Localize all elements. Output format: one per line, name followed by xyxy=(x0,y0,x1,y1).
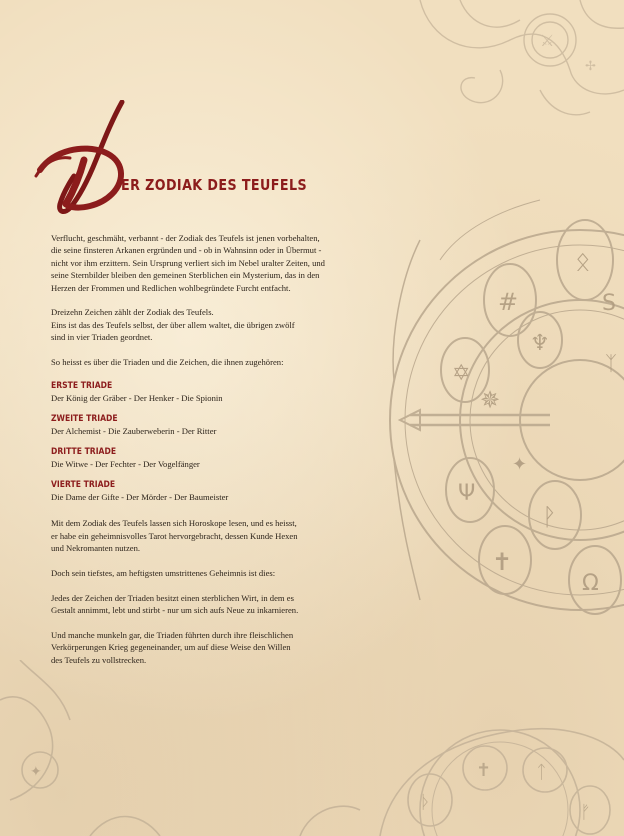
war-paragraph: Und manche munkeln gar, die Triaden führten durch ihre fleischlichen Verkörperungen Krieg gegeneinander, um auf diese Weise den Willen des Teufels zu vollstrecken. xyxy=(51,630,294,665)
svg-text:S: S xyxy=(602,291,616,316)
svg-text:ᚹ: ᚹ xyxy=(542,503,557,531)
svg-text:#: # xyxy=(498,288,519,316)
svg-text:Ω: Ω xyxy=(582,571,599,596)
svg-text:✢: ✢ xyxy=(585,59,596,74)
page-title: ER ZODIAK DES TEUFELS xyxy=(121,176,308,194)
top-flourish-ornament xyxy=(400,0,624,130)
triad-title: DRITTE TRIADE xyxy=(51,447,117,458)
secret-paragraph: Doch sein tiefstes, am heftigsten umstrittenes Geheimnis ist dies: xyxy=(51,568,276,579)
tarot-paragraph: Mit dem Zodiak des Teufels lassen sich Horoskope lesen, und es heisst, er habe ein geheimnisvolles Tarot hervorgebracht, dessen Kunde Hexen und Nekromanten nutzen. xyxy=(51,518,298,554)
lead-paragraph: So heisst es über die Triaden und die Zeichen, die ihnen zugehören: xyxy=(51,357,284,368)
svg-text:ᚠ: ᚠ xyxy=(580,802,591,823)
body-text xyxy=(51,232,411,679)
svg-text:✡: ✡ xyxy=(452,361,471,386)
triad-members: Der König der Gräber - Der Henker - Die Spionin xyxy=(51,393,223,404)
svg-text:⚔: ⚔ xyxy=(540,31,555,50)
svg-text:ᛏ: ᛏ xyxy=(536,762,547,783)
page-heading xyxy=(34,100,364,220)
corner-flourish-ornament xyxy=(0,660,624,836)
triad-members: Der Alchemist - Die Zauberweberin - Der Ritter xyxy=(51,426,217,437)
triad-members: Die Dame der Gifte - Der Mörder - Der Baumeister xyxy=(51,492,229,503)
svg-text:ᚦ: ᚦ xyxy=(420,792,431,813)
host-paragraph: Jedes der Zeichen der Triaden besitzt einen sterblichen Wirt, in dem es Gestalt annimmt, lebt und stirbt - nur um sich aufs Neue zu inkarnieren. xyxy=(51,592,299,616)
dropcap-letter-d xyxy=(34,100,134,215)
svg-text:✦: ✦ xyxy=(512,454,528,475)
triad-section xyxy=(51,480,411,503)
triad-section xyxy=(51,447,411,470)
signs-paragraph: Dreizehn Zeichen zählt der Zodiak des Teufels. Eins ist das des Teufels selbst, der über allem waltet, die übrigen zwölf sind in vier Triaden geordnet. xyxy=(51,307,295,343)
svg-text:✵: ✵ xyxy=(480,386,501,414)
triad-section xyxy=(51,381,411,404)
svg-text:✝: ✝ xyxy=(492,548,513,576)
triad-title: ERSTE TRIADE xyxy=(51,381,113,392)
triad-section xyxy=(51,414,411,437)
svg-text:♆: ♆ xyxy=(530,331,550,356)
svg-text:ᛟ: ᛟ xyxy=(575,247,591,277)
svg-text:✦: ✦ xyxy=(30,764,42,780)
triad-members: Die Witwe - Der Fechter - Der Vogelfänger xyxy=(51,459,200,470)
intro-paragraph: Verflucht, geschmäht, verbannt - der Zodiak des Teufels ist jenen vorbehalten, die seine finsteren Arkanen ergründen und - ob in Wahnsinn oder in Übermut - nicht vor ihm erzittern. Sein Ursprung verliert sich im Nebel uralter Zeiten, und seine Sternbilder bleiben den gemeinen Sterblichen ein Mysterium, das in den Herzen der Frommen und Redlichen wohlbegründete Furcht entfacht. xyxy=(51,233,325,293)
triad-title: ZWEITE TRIADE xyxy=(51,414,118,425)
svg-text:Ψ: Ψ xyxy=(458,481,476,506)
svg-text:✝: ✝ xyxy=(476,760,492,781)
zodiac-wheel-ornament xyxy=(380,120,624,640)
triad-title: VIERTE TRIADE xyxy=(51,480,116,491)
svg-text:D: D xyxy=(92,162,93,163)
svg-text:ᛉ: ᛉ xyxy=(605,351,617,375)
